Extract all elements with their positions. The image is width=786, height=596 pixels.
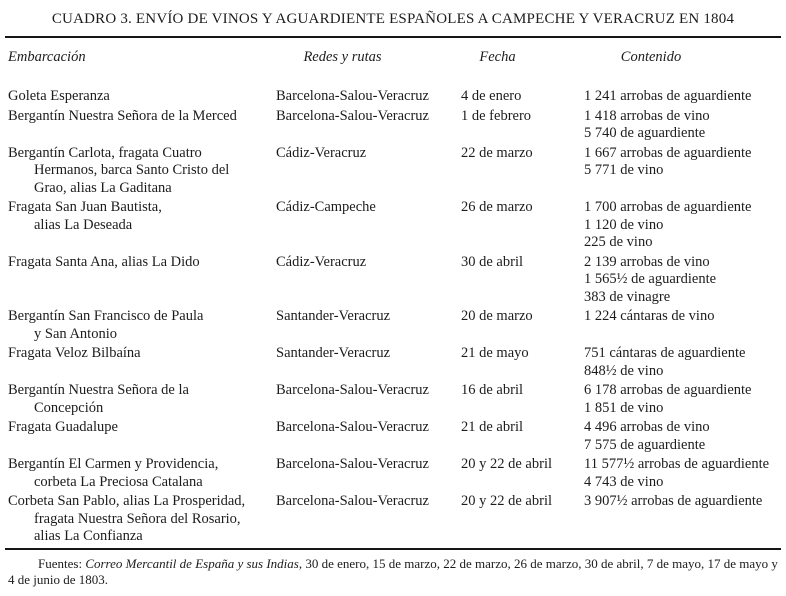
table-row xyxy=(8,308,778,343)
date-text: 22 de marzo xyxy=(461,144,533,161)
content-line: 1 120 de vino xyxy=(584,216,664,233)
date-cell xyxy=(461,108,584,126)
column-header-fecha: Fecha xyxy=(479,49,516,65)
ship-name-line: Corbeta San Pablo, alias La Prosperidad, xyxy=(8,493,246,509)
ship-cell xyxy=(8,88,276,106)
content-line: 4 743 de vino xyxy=(584,473,664,490)
ship-name-line: corbeta La Preciosa Catalana xyxy=(34,473,203,490)
ship-cell xyxy=(8,493,276,546)
date-text: 26 de marzo xyxy=(461,199,533,215)
ship-cell xyxy=(8,382,276,417)
date-text: 20 y 22 de abril xyxy=(461,493,553,509)
content-line: 1 418 arrobas de vino xyxy=(584,107,710,124)
content-line: 5 740 de aguardiente xyxy=(584,125,706,141)
content-cell xyxy=(584,108,778,143)
route-cell xyxy=(276,308,461,326)
content-cell xyxy=(584,456,778,491)
table-row xyxy=(8,493,778,546)
table-row xyxy=(8,382,778,417)
date-text: 20 de marzo xyxy=(461,308,533,324)
table-row xyxy=(8,108,778,143)
route-cell xyxy=(276,493,461,511)
table-row xyxy=(8,254,778,307)
sources-label: Fuentes: xyxy=(38,555,86,571)
ship-cell xyxy=(8,308,276,343)
content-line: 1 565½ de aguardiente xyxy=(584,271,717,287)
ship-name-line: Bergantín Carlota, fragata Cuatro xyxy=(8,144,202,161)
ship-name-line: y San Antonio xyxy=(34,325,117,342)
ship-name-line: Bergantín San Francisco de Paula xyxy=(8,308,204,324)
content-cell xyxy=(584,308,778,326)
content-line: 3 907½ arrobas de aguardiente xyxy=(584,493,763,509)
content-line: 1 241 arrobas de aguardiente xyxy=(584,88,752,104)
top-rule xyxy=(5,36,781,38)
content-line: 1 667 arrobas de aguardiente xyxy=(584,144,752,161)
ship-cell xyxy=(8,419,276,437)
table-row xyxy=(8,456,778,491)
content-line: 848½ de vino xyxy=(584,362,664,379)
ship-name-line: Fragata Veloz Bilbaína xyxy=(8,345,141,361)
route-cell xyxy=(276,145,461,163)
ship-name-line: Bergantín El Carmen y Providencia, xyxy=(8,456,219,472)
content-cell xyxy=(584,493,778,511)
date-text: 21 de abril xyxy=(461,419,524,435)
table-header xyxy=(8,48,778,66)
route-text: Barcelona-Salou-Veracruz xyxy=(276,382,429,398)
date-cell xyxy=(461,145,584,163)
content-cell xyxy=(584,88,778,106)
content-line: 383 de vinagre xyxy=(584,288,671,305)
ship-cell xyxy=(8,254,276,272)
route-text: Santander-Veracruz xyxy=(276,308,391,324)
ship-name-line: alias La Deseada xyxy=(34,216,133,233)
route-text: Barcelona-Salou-Veracruz xyxy=(276,88,429,104)
content-cell xyxy=(584,419,778,454)
route-cell xyxy=(276,345,461,363)
date-text: 30 de abril xyxy=(461,253,524,270)
route-cell xyxy=(276,254,461,272)
route-cell xyxy=(276,456,461,474)
route-cell xyxy=(276,108,461,126)
ship-cell xyxy=(8,345,276,363)
content-line: 6 178 arrobas de aguardiente xyxy=(584,382,752,398)
route-text: Cádiz-Veracruz xyxy=(276,253,367,270)
date-cell xyxy=(461,456,584,474)
content-line: 751 cántaras de aguardiente xyxy=(584,345,746,361)
ship-name-line: alias La Confianza xyxy=(34,528,143,544)
route-text: Cádiz-Campeche xyxy=(276,199,376,215)
table-body xyxy=(8,88,778,546)
date-cell xyxy=(461,308,584,326)
ship-cell xyxy=(8,199,276,234)
ship-cell xyxy=(8,145,276,198)
column-header-contenido: Contenido xyxy=(620,49,682,65)
ship-name-line: Bergantín Nuestra Señora de la xyxy=(8,382,189,398)
date-cell xyxy=(461,493,584,511)
content-line: 2 139 arrobas de vino xyxy=(584,253,710,270)
route-text: Santander-Veracruz xyxy=(276,345,391,361)
content-cell xyxy=(584,254,778,307)
content-line: 11 577½ arrobas de aguardiente xyxy=(584,456,770,472)
date-cell xyxy=(461,382,584,400)
ship-name-line: Hermanos, barca Santo Cristo del xyxy=(34,162,230,178)
content-cell xyxy=(584,199,778,252)
route-cell xyxy=(276,419,461,437)
ship-name-line: Fragata Guadalupe xyxy=(8,419,118,435)
table-row xyxy=(8,199,778,252)
ship-name-line: Goleta Esperanza xyxy=(8,88,110,104)
ship-name-line: Concepción xyxy=(34,399,104,416)
date-text: 20 y 22 de abril xyxy=(461,456,553,472)
bottom-rule xyxy=(5,548,781,550)
column-header-embarcacion: Embarcación xyxy=(8,49,86,65)
content-cell xyxy=(584,345,778,380)
date-cell xyxy=(461,254,584,272)
content-line: 1 700 arrobas de aguardiente xyxy=(584,199,752,215)
content-cell xyxy=(584,382,778,417)
route-cell xyxy=(276,199,461,217)
table-row xyxy=(8,145,778,198)
date-cell xyxy=(461,88,584,106)
date-cell xyxy=(461,419,584,437)
route-text: Barcelona-Salou-Veracruz xyxy=(276,456,429,472)
ship-cell xyxy=(8,456,276,491)
content-cell xyxy=(584,145,778,180)
column-header-redes-y-rutas: Redes y rutas xyxy=(303,49,382,65)
sources-note xyxy=(8,556,778,589)
route-text: Cádiz-Veracruz xyxy=(276,144,367,161)
ship-name-line: Grao, alias La Gaditana xyxy=(34,179,172,196)
table-row xyxy=(8,419,778,454)
ship-name-line: Bergantín Nuestra Señora de la Merced xyxy=(8,107,237,124)
route-cell xyxy=(276,382,461,400)
content-line: 1 851 de vino xyxy=(584,399,664,416)
table-row xyxy=(8,345,778,380)
table-title: CUADRO 3. ENVÍO DE VINOS Y AGUARDIENTE ESPAÑOLES A CAMPECHE Y VERACRUZ EN 1804 xyxy=(51,11,735,27)
date-text: 16 de abril xyxy=(461,382,524,398)
date-text: 4 de enero xyxy=(461,88,522,104)
date-text: 1 de febrero xyxy=(461,107,532,124)
date-cell xyxy=(461,199,584,217)
ship-cell xyxy=(8,108,276,126)
ship-name-line: fragata Nuestra Señora del Rosario, xyxy=(34,510,241,527)
date-text: 21 de mayo xyxy=(461,345,529,361)
route-text: Barcelona-Salou-Veracruz xyxy=(276,107,429,124)
route-cell xyxy=(276,88,461,106)
ship-name-line: Fragata Santa Ana, alias La Dido xyxy=(8,253,200,270)
route-text: Barcelona-Salou-Veracruz xyxy=(276,493,429,509)
route-text: Barcelona-Salou-Veracruz xyxy=(276,419,429,435)
content-line: 225 de vino xyxy=(584,234,653,250)
content-line: 1 224 cántaras de vino xyxy=(584,308,715,324)
table-row xyxy=(8,88,778,106)
content-line: 7 575 de aguardiente xyxy=(584,436,706,453)
date-cell xyxy=(461,345,584,363)
source-publication-name: Correo Mercantil de España y sus Indias xyxy=(85,555,299,571)
content-line: 5 771 de vino xyxy=(584,162,664,178)
content-line: 4 496 arrobas de vino xyxy=(584,419,710,435)
ship-name-line: Fragata San Juan Bautista, xyxy=(8,199,162,215)
sources-dates: , 30 de enero, 15 de marzo, 22 de marzo, 26 de marzo, 30 de abril, 7 de mayo, 17 de mayo y 4 de junio de 1803. xyxy=(8,555,778,587)
